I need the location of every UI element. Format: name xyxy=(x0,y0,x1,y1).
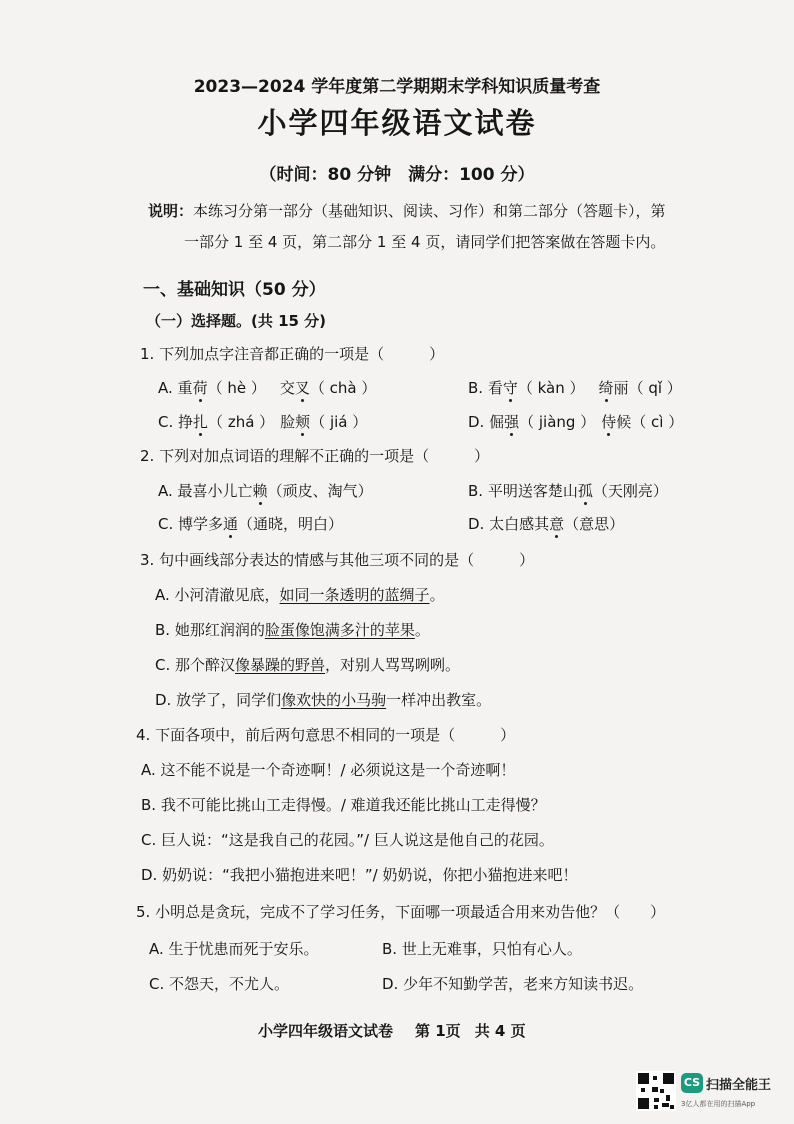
pinyin: （ chà ） xyxy=(309,379,377,397)
question-5-stem: 5. 小明总是贪玩，完成不了学习任务，下面哪一项最适合用来劝告他？（ ） xyxy=(136,903,666,921)
dotted-char: 孤 xyxy=(577,482,593,500)
dotted-char: 强 xyxy=(504,413,520,431)
option-text: B. 她那红润润的 xyxy=(155,621,265,639)
underlined-phrase: 脸蛋像饱满多汁的苹果 xyxy=(264,621,415,639)
dotted-char: 守 xyxy=(502,379,518,397)
option-gloss: （意思） xyxy=(564,515,625,533)
question-2-option-a xyxy=(158,480,373,501)
underlined-phrase: 像暴躁的野兽 xyxy=(235,656,326,674)
question-3-option-a xyxy=(155,584,445,605)
option-text: 。 xyxy=(414,621,430,639)
option-text: D. 放学了，同学们 xyxy=(155,691,282,709)
question-5-option-d: D. 少年不知勤学苦，老来方知读书迟。 xyxy=(382,975,644,993)
footer-exam-name: 小学四年级语文试卷 xyxy=(258,1022,394,1040)
word-char: 挣 xyxy=(178,413,194,431)
question-1-option-c xyxy=(158,411,367,432)
option-gloss: （通晓，明白） xyxy=(238,515,344,533)
question-3-option-d xyxy=(155,689,491,710)
pinyin: （ jiàng ） xyxy=(519,413,596,431)
option-text: B. 平明送客楚山 xyxy=(468,482,578,500)
question-3-option-c xyxy=(155,654,460,675)
word-char: 看 xyxy=(487,379,503,397)
instructions-text-1: 本练习分第一部分（基础知识、阅读、习作）和第二部分（答题卡），第 xyxy=(193,202,666,220)
underlined-phrase: 像欢快的小马驹 xyxy=(281,691,387,709)
option-label: C. xyxy=(158,413,179,431)
exam-title: 小学四年级语文试卷 xyxy=(257,106,537,140)
page-footer xyxy=(258,1020,526,1041)
exam-header-line: 2023—2024 学年度第二学期期末学科知识质量考查 xyxy=(193,77,601,97)
pinyin: （ jiá ） xyxy=(310,413,368,431)
word-char: 交 xyxy=(279,379,295,397)
option-text: A. 小河清澈见底， xyxy=(155,586,280,604)
qr-code-icon xyxy=(636,1071,676,1111)
dotted-char: 赖 xyxy=(252,482,268,500)
question-3-option-b xyxy=(155,619,430,640)
question-4-option-b: B. 我不可能比挑山工走得慢。/ 难道我还能比挑山工走得慢？ xyxy=(141,796,546,814)
dotted-char: 叉 xyxy=(294,379,310,397)
option-gloss: （顽皮、淘气） xyxy=(267,482,373,500)
option-text: 一样冲出教室。 xyxy=(386,691,492,709)
question-5-option-c: C. 不怨天，不尤人。 xyxy=(149,975,290,993)
scanner-tagline: 3亿人都在用的扫描App xyxy=(681,1100,756,1108)
question-5-option-b: B. 世上无难事，只怕有心人。 xyxy=(382,940,582,958)
underlined-phrase: 如同一条透明的蓝绸子 xyxy=(279,586,430,604)
camscanner-logo-icon: CS xyxy=(681,1073,703,1093)
question-1-option-b xyxy=(468,377,682,398)
option-text: A. 最喜小儿亡 xyxy=(158,482,253,500)
word-char: 倔 xyxy=(489,413,505,431)
word-char: 重 xyxy=(177,379,193,397)
question-5-option-a: A. 生于忧患而死于安乐。 xyxy=(149,940,319,958)
question-4-option-a: A. 这不能不说是一个奇迹啊！/ 必须说这是一个奇迹啊！ xyxy=(141,761,516,779)
option-text: D. 太白感其 xyxy=(468,515,550,533)
scanner-app-name: 扫描全能王 xyxy=(706,1078,772,1093)
dotted-char: 侍 xyxy=(601,413,617,431)
word-char: 候 xyxy=(616,413,632,431)
word-char: 丽 xyxy=(613,379,629,397)
footer-page-number: 第 1页 xyxy=(415,1022,461,1040)
option-text: ，对别人骂骂咧咧。 xyxy=(325,656,461,674)
pinyin: （ zhá ） xyxy=(208,413,275,431)
instructions-line-2: 一部分 1 至 4 页，第二部分 1 至 4 页，请同学们把答案做在答题卡内。 xyxy=(184,233,666,251)
dotted-char: 意 xyxy=(549,515,565,533)
section-title-basic: 一、基础知识（50 分） xyxy=(143,280,326,300)
option-text: 。 xyxy=(429,586,445,604)
question-2-option-c xyxy=(158,513,343,534)
word-char: 脸 xyxy=(280,413,296,431)
option-label: D. xyxy=(468,413,490,431)
exam-time-info: （时间：80 分钟 满分：100 分） xyxy=(259,165,535,185)
dotted-char: 绮 xyxy=(598,379,614,397)
pinyin: （ qǐ ） xyxy=(628,379,682,397)
question-2-stem: 2. 下列对加点词语的理解不正确的一项是（ ） xyxy=(140,447,490,465)
instructions-label: 说明： xyxy=(148,202,194,220)
instructions-line-1 xyxy=(148,200,666,221)
option-text: C. 那个醉汉 xyxy=(155,656,236,674)
question-1-stem: 1. 下列加点字注音都正确的一项是（ ） xyxy=(140,345,445,363)
option-gloss: （天刚亮） xyxy=(592,482,668,500)
option-text: C. 博学多 xyxy=(158,515,224,533)
part-title-choice: （一）选择题。(共 15 分) xyxy=(146,312,327,330)
question-4-option-c: C. 巨人说：“这是我自己的花园。”/ 巨人说这是他自己的花园。 xyxy=(141,831,554,849)
question-4-option-d: D. 奶奶说：“我把小猫抱进来吧！”/ 奶奶说，你把小猫抱进来吧！ xyxy=(141,866,578,884)
dotted-char: 荷 xyxy=(192,379,208,397)
question-1-option-a xyxy=(158,377,376,398)
pinyin: （ kàn ） xyxy=(517,379,585,397)
option-label: B. xyxy=(468,379,488,397)
dotted-char: 通 xyxy=(223,515,239,533)
footer-page-total: 共 4 页 xyxy=(474,1022,526,1040)
dotted-char: 扎 xyxy=(193,413,209,431)
dotted-char: 颊 xyxy=(295,413,311,431)
question-1-option-d xyxy=(468,411,683,432)
option-label: A. xyxy=(158,379,178,397)
question-2-option-b xyxy=(468,480,668,501)
question-2-option-d xyxy=(468,513,624,534)
question-3-stem: 3. 句中画线部分表达的情感与其他三项不同的是（ ） xyxy=(140,551,535,569)
question-4-stem: 4. 下面各项中，前后两句意思不相同的一项是（ ） xyxy=(136,726,516,744)
pinyin: （ cì ） xyxy=(631,413,684,431)
pinyin: （ hè ） xyxy=(207,379,266,397)
